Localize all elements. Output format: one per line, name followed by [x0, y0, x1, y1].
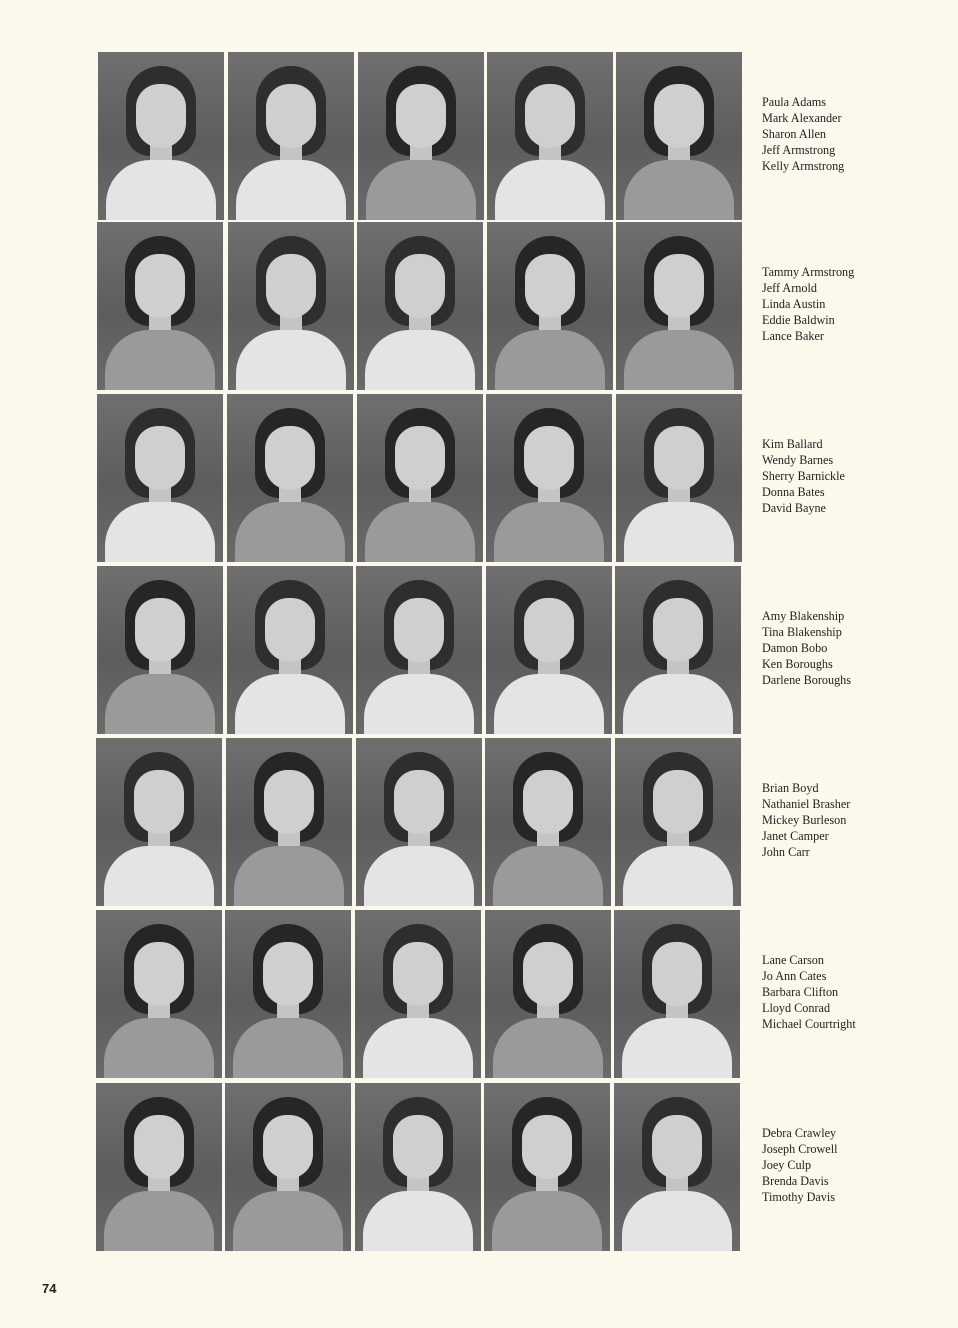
student-name: Kim Ballard	[762, 437, 823, 451]
student-name: Tina Blakenship	[762, 625, 842, 640]
student-portrait	[356, 566, 482, 734]
student-name: Kelly Armstrong	[762, 159, 845, 174]
student-name: John Carr	[762, 845, 810, 860]
student-portrait	[486, 394, 612, 562]
portrait-strip	[96, 222, 742, 390]
student-portrait	[227, 394, 353, 562]
student-portrait	[226, 738, 352, 906]
student-portrait	[485, 910, 611, 1078]
student-portrait	[96, 1083, 222, 1251]
student-name: Damon Bobo	[762, 641, 828, 656]
portrait-strip	[96, 566, 742, 734]
student-name: Nathaniel Brasher	[762, 797, 851, 812]
student-portrait	[357, 222, 483, 390]
student-portrait	[227, 566, 353, 734]
student-portrait	[485, 738, 611, 906]
student-name: Lance Baker	[762, 329, 824, 344]
student-portrait	[487, 222, 613, 390]
student-portrait	[615, 566, 741, 734]
student-name: Barbara Clifton	[762, 985, 839, 1000]
page-number: 74	[42, 1281, 57, 1296]
student-name: David Bayne	[762, 501, 826, 516]
student-name: Jeff Arnold	[762, 281, 817, 296]
student-name: Lane Carson	[762, 953, 824, 967]
name-list	[762, 94, 912, 174]
student-name: Timothy Davis	[762, 1190, 836, 1205]
student-name: Eddie Baldwin	[762, 313, 835, 328]
student-portrait	[487, 52, 613, 220]
student-portrait	[355, 910, 481, 1078]
student-portrait	[356, 738, 482, 906]
student-name: Mickey Burleson	[762, 813, 847, 828]
student-portrait	[357, 394, 483, 562]
student-portrait	[614, 910, 740, 1078]
student-portrait	[97, 394, 223, 562]
student-name: Tammy Armstrong	[762, 265, 855, 279]
student-portrait	[96, 910, 222, 1078]
student-name: Jeff Armstrong	[762, 143, 836, 158]
student-portrait	[616, 222, 742, 390]
student-portrait	[486, 566, 612, 734]
student-portrait	[225, 1083, 351, 1251]
name-list	[762, 264, 912, 344]
student-name: Brian Boyd	[762, 781, 819, 795]
portrait-row	[96, 566, 896, 734]
portrait-strip	[96, 1083, 742, 1251]
student-portrait	[615, 738, 741, 906]
portrait-row	[96, 52, 896, 220]
student-name: Ken Boroughs	[762, 657, 833, 672]
portrait-strip	[96, 394, 742, 562]
student-portrait	[358, 52, 484, 220]
portrait-strip	[96, 910, 742, 1078]
student-name: Debra Crawley	[762, 1126, 837, 1140]
student-name: Wendy Barnes	[762, 453, 834, 468]
portrait-row	[96, 910, 896, 1078]
name-list	[762, 436, 912, 516]
student-portrait	[616, 52, 742, 220]
portrait-row	[96, 222, 896, 390]
student-name: Joseph Crowell	[762, 1142, 838, 1157]
portrait-strip	[96, 52, 742, 220]
student-portrait	[225, 910, 351, 1078]
student-portrait	[228, 52, 354, 220]
student-name: Sharon Allen	[762, 127, 826, 142]
student-name: Donna Bates	[762, 485, 825, 500]
student-name: Linda Austin	[762, 297, 826, 312]
name-list	[762, 952, 912, 1032]
student-portrait	[97, 222, 223, 390]
student-name: Jo Ann Cates	[762, 969, 827, 984]
name-list	[762, 608, 912, 688]
name-list	[762, 780, 912, 860]
student-portrait	[484, 1083, 610, 1251]
student-name: Darlene Boroughs	[762, 673, 852, 688]
student-portrait	[97, 566, 223, 734]
student-name: Michael Courtright	[762, 1017, 856, 1032]
student-name: Joey Culp	[762, 1158, 812, 1173]
student-name: Brenda Davis	[762, 1174, 829, 1189]
student-portrait	[616, 394, 742, 562]
student-name: Lloyd Conrad	[762, 1001, 831, 1016]
student-name: Janet Camper	[762, 829, 829, 844]
student-name: Sherry Barnickle	[762, 469, 845, 484]
portrait-row	[96, 394, 896, 562]
portrait-strip	[96, 738, 742, 906]
student-name: Amy Blakenship	[762, 609, 845, 623]
student-portrait	[96, 738, 222, 906]
student-name: Paula Adams	[762, 95, 826, 109]
student-portrait	[355, 1083, 481, 1251]
name-list	[762, 1125, 912, 1205]
portrait-row	[96, 1083, 896, 1251]
student-portrait	[228, 222, 354, 390]
portrait-row	[96, 738, 896, 906]
student-portrait	[614, 1083, 740, 1251]
student-portrait	[98, 52, 224, 220]
student-name: Mark Alexander	[762, 111, 842, 126]
